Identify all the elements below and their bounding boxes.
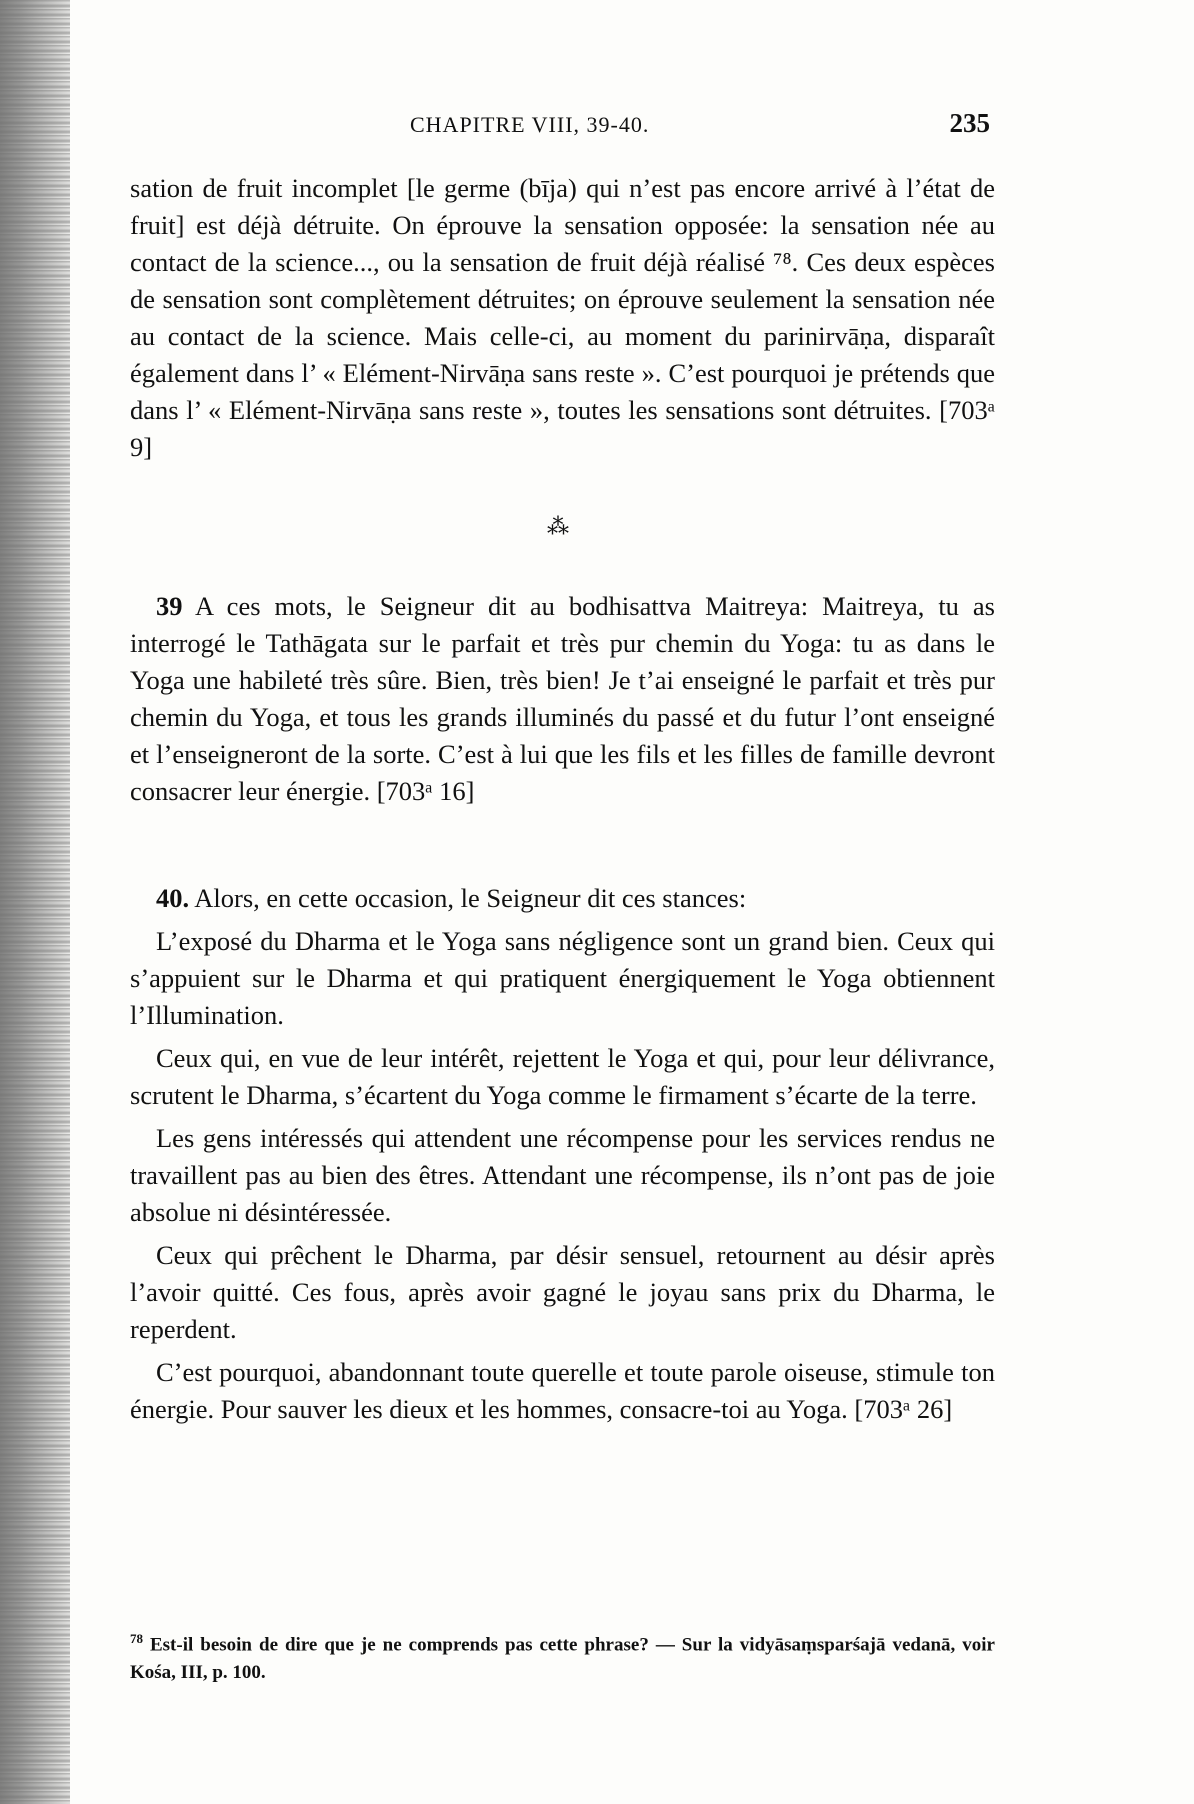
- page-gutter-shadow: [0, 0, 70, 1804]
- page-number: 235: [949, 108, 990, 138]
- paragraph-40-number: 40.: [156, 883, 190, 913]
- footnote-number: 78: [130, 1631, 143, 1646]
- page-header: [130, 108, 990, 152]
- paragraph-text: sation de fruit incomplet [le germe (bīja) qui n’est pas encore arrivé à l’état de fruit] est déjà détruite. On éprouve la sensation opposée: la sensation née au contact de la science..., ou la sensation de fruit déjà réalisé ⁷⁸. Ces deux espèces de sensation sont complètement détruites; on éprouve seulement la sensation née au contact de la science. Mais celle-ci, au moment du parinirvāṇa, disparaît également dans l’ « Elément-Nirvāṇa sans reste ». C’est pourquoi je prétends que dans l’ « Elément-Nirvāṇa sans reste », toutes les sensations sont détruites. [703ᵃ 9]: [130, 173, 995, 462]
- running-title: CHAPITRE VIII, 39-40.: [410, 112, 650, 137]
- paragraph-40-intro: [130, 880, 995, 917]
- stanza-4: Ceux qui prêchent le Dharma, par désir sensuel, retournent au désir après l’avoir quitté. Ces fous, après avoir gagné le joyau sans prix du Dharma, le reperdent.: [130, 1240, 995, 1344]
- stanza-3: Les gens intéressés qui attendent une récompense pour les services rendus ne travaillent pas au bien des êtres. Attendant une récompense, ils n’ont pas de joie absolue ni désintéressée.: [130, 1123, 995, 1227]
- stanza-1: L’exposé du Dharma et le Yoga sans négligence sont un grand bien. Ceux qui s’appuient sur le Dharma et qui pratiquent énergiquement le Yoga obtiennent l’Illumination.: [130, 926, 995, 1030]
- paragraph-39-text: A ces mots, le Seigneur dit au bodhisattva Maitreya: Maitreya, tu as interrogé le Tathāgata sur le parfait et très pur chemin du Yoga: tu as dans le Yoga une habileté très sûre. Bien, très bien! Je t’ai enseigné le parfait et très pur chemin du Yoga, et tous les grands illuminés du passé et du futur l’ont enseigné et l’enseigneront de la sorte. C’est à lui que les fils et les filles de famille devront consacrer leur énergie. [703ᵃ 16]: [130, 591, 995, 806]
- section-separator-asterism: ⁂: [547, 514, 569, 539]
- paragraph-39-body: [130, 588, 995, 810]
- stanza-2: Ceux qui, en vue de leur intérêt, rejettent le Yoga et qui, pour leur délivrance, scrutent le Dharma, s’écartent du Yoga comme le firmament s’écarte de la terre.: [130, 1043, 995, 1110]
- footnote-text: Est-il besoin de dire que je ne comprends pas cette phrase? — Sur la vidyāsaṃsparśajā vedanā, voir Kośa, III, p. 100.: [130, 1634, 995, 1684]
- paragraph-39-number: 39: [156, 591, 183, 621]
- stanza-5: C’est pourquoi, abandonnant toute querelle et toute parole oiseuse, stimule ton énergie. Pour sauver les dieux et les hommes, consacre-toi au Yoga. [703ᵃ 26]: [130, 1357, 995, 1424]
- paragraph-40-text: Alors, en cette occasion, le Seigneur dit ces stances:: [189, 883, 747, 913]
- paragraph-continuation: [130, 170, 995, 466]
- footnote: [130, 1625, 995, 1687]
- paragraph-40: [130, 880, 995, 1428]
- paragraph-39: [130, 588, 995, 810]
